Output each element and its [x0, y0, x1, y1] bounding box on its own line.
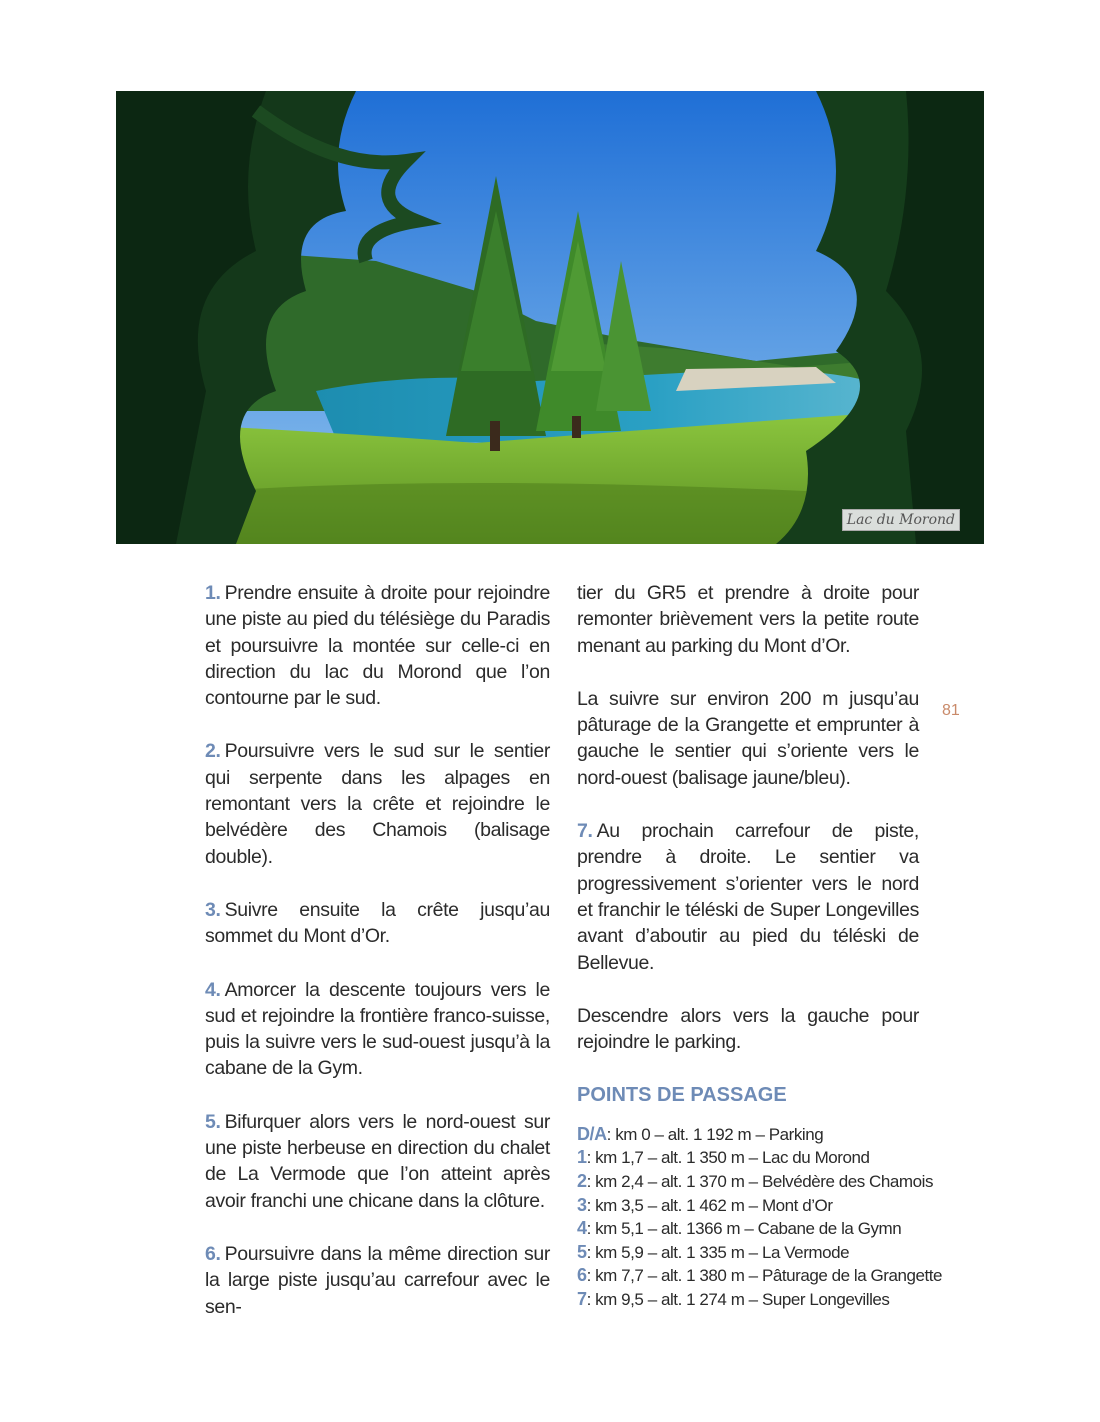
waypoint-item [577, 1217, 919, 1241]
step-number: 6. [205, 1242, 221, 1265]
paragraph-descent: Descendre alors vers la gauche pour rejoindre le parking. [577, 1004, 919, 1054]
step-2 [205, 738, 550, 869]
step-number: 2. [205, 740, 221, 763]
step-7 [577, 818, 919, 976]
points-de-passage-title: POINTS DE PASSAGE [577, 1084, 787, 1107]
paragraph-grangette: La suivre sur environ 200 m jusqu’au pâturage de la Grangette et emprunter à gauche le sentier qui s’oriente vers le nord-ouest (balisage jaune/bleu). [577, 687, 919, 789]
waypoint-text: : km 1,7 – alt. 1 350 m – Lac du Morond [586, 1148, 870, 1168]
waypoint-label: 3 [577, 1194, 587, 1215]
landscape-photo [116, 91, 984, 544]
waypoint-item [577, 1264, 943, 1288]
waypoint-list [577, 1123, 943, 1312]
waypoint-item [577, 1194, 919, 1218]
step-text: Au prochain carrefour de piste, prendre à droite. Le sentier va progressivement s’orienter vers le nord et franchir le téléski de Super Longevilles avant d’aboutir au pied du téléski de Bellevue. [577, 820, 919, 974]
waypoint-text: : km 9,5 – alt. 1 274 m – Super Longevilles [586, 1289, 890, 1309]
step-4 [205, 977, 550, 1082]
step-number: 5. [205, 1110, 221, 1133]
waypoint-item [577, 1123, 919, 1147]
step-text: Suivre ensuite la crête jusqu’au sommet du Mont d’Or. [205, 898, 550, 948]
right-column [577, 580, 943, 1312]
step-text: Poursuivre vers le sud sur le sentier qui serpente dans les alpages en remontant vers la crête et rejoindre le belvédère des Chamois (balisage double). [205, 740, 550, 868]
waypoint-label: 5 [577, 1241, 587, 1262]
page-number: 81 [942, 702, 960, 719]
step-number: 4. [205, 978, 221, 1001]
step-6 [205, 1241, 550, 1320]
waypoint-item [577, 1146, 919, 1170]
step-6-continued: tier du GR5 et prendre à droite pour remonter brièvement vers la petite route menant au parking du Mont d’Or. [577, 582, 919, 657]
waypoint-label: 7 [577, 1288, 587, 1309]
lake-forest-illustration [116, 91, 984, 544]
waypoint-label: 4 [577, 1218, 587, 1239]
waypoint-item [577, 1288, 919, 1312]
step-text: Amorcer la descente toujours vers le sud et rejoindre la frontière franco-suisse, puis la suivre vers le sud-ouest jusqu’à la cabane de la Gym. [205, 978, 550, 1080]
step-text: Poursuivre dans la même direction sur la large piste jusqu’au carrefour avec le sen- [205, 1242, 550, 1318]
waypoint-label: D/A [577, 1123, 607, 1144]
waypoint-text: : km 0 – alt. 1 192 m – Parking [606, 1124, 824, 1144]
step-text: Prendre ensuite à droite pour rejoindre une piste au pied du télésiège du Paradis et poursuivre la montée sur celle-ci en direction du lac du Morond que l’on contourne par le sud. [205, 582, 550, 710]
waypoint-item [577, 1170, 933, 1194]
photo-caption: Lac du Morond [842, 509, 960, 531]
waypoint-text: : km 7,7 – alt. 1 380 m – Pâturage de la Grangette [586, 1266, 943, 1286]
waypoint-item [577, 1241, 919, 1265]
step-text: Bifurquer alors vers le nord-ouest sur une piste herbeuse en direction du chalet de La Vermode que l’on atteint après avoir franchi une chicane dans la clôture. [205, 1110, 550, 1212]
waypoint-text: : km 5,9 – alt. 1 335 m – La Vermode [586, 1242, 850, 1262]
waypoint-label: 6 [577, 1265, 587, 1286]
waypoint-label: 2 [577, 1170, 587, 1191]
left-column [205, 580, 550, 1347]
step-1 [205, 580, 550, 711]
step-number: 1. [205, 582, 221, 604]
waypoint-text: : km 5,1 – alt. 1366 m – Cabane de la Gymn [586, 1219, 902, 1239]
waypoint-label: 1 [577, 1147, 587, 1168]
waypoint-text: : km 3,5 – alt. 1 462 m – Mont d’Or [586, 1195, 833, 1215]
step-number: 7. [577, 820, 593, 843]
waypoint-text: : km 2,4 – alt. 1 370 m – Belvédère des Chamois [586, 1171, 933, 1191]
step-3 [205, 897, 550, 950]
step-number: 3. [205, 898, 221, 921]
step-5 [205, 1109, 550, 1214]
